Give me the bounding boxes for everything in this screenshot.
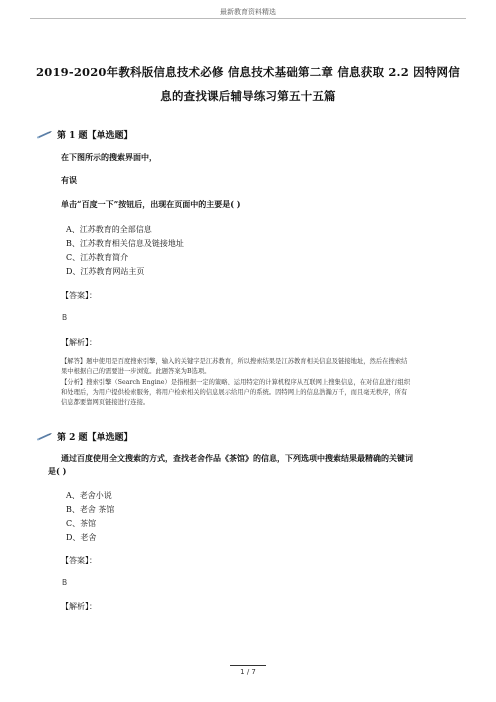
analysis-line: 【解答】题中使用是百度搜索引擎，输入的关键字是江苏教育，所以搜索结果是江苏教育相关信息及链接地址，然后在搜索结 bbox=[61, 358, 408, 365]
question-2-answer-value: B bbox=[62, 578, 68, 587]
question-1-answer-label: 【答案】： bbox=[61, 291, 97, 300]
question-1-answer-value: B bbox=[62, 313, 68, 322]
question-2-option-c: C、茶馆 bbox=[66, 519, 97, 528]
header-divider bbox=[30, 18, 466, 19]
question-1-option-a: A、江苏教育的全部信息 bbox=[66, 225, 152, 234]
question-2-heading bbox=[36, 430, 133, 443]
analysis-line: 【分析】搜索引擎（Search Engine）是指根据一定的策略、运用特定的计算机程序从互联网上搜集信息，在对信息进行组织 bbox=[61, 378, 411, 386]
page-number: 1 / 7 bbox=[240, 668, 256, 676]
analysis-line: 果中根据自己的需要进一步浏览。此题答案为B选项。 bbox=[61, 368, 211, 376]
question-1-analysis-label: 【解析】： bbox=[61, 338, 97, 347]
question-2-stem-line-1: 通过百度使用全文搜索的方式，查找老舍作品《茶馆》的信息，下列选项中搜索结果最精确的关键词 bbox=[61, 453, 413, 463]
question-1-stem-line-1: 在下图所示的搜索界面中， bbox=[61, 152, 157, 162]
question-2-stem-line-2: 是( ) bbox=[48, 466, 67, 476]
page-header: 最新教育资料精选 bbox=[220, 8, 276, 16]
question-2-option-b: B、老舍 茶馆 bbox=[66, 505, 115, 514]
document-title-line-1: 2019-2020年教科版信息技术必修 信息技术基础第二章 信息获取 2.2 因特网信 bbox=[36, 65, 460, 79]
analysis-line: 和处理后，为用户提供检索服务，将用户检索相关的信息展示给用户的系统。因特网上的信息浩瀚万千，而且毫无秩序，所有 bbox=[61, 388, 408, 396]
question-1-option-d: D、江苏教育网站主页 bbox=[66, 267, 145, 276]
question-1-option-c: C、江苏教育简介 bbox=[66, 253, 129, 262]
question-1-stem-line-3: 单击“百度一下”按钮后，出现在页面中的主要是( ) bbox=[61, 199, 241, 209]
question-1-heading bbox=[36, 128, 133, 141]
pen-icon bbox=[36, 432, 53, 441]
question-2-option-a: A、老舍小说 bbox=[66, 491, 112, 500]
pen-icon bbox=[36, 130, 53, 139]
question-1-analysis bbox=[61, 357, 476, 408]
question-2-heading-text: 第 2 题【单选题】 bbox=[57, 433, 133, 443]
question-2-analysis-label: 【解析】： bbox=[61, 602, 97, 611]
footer-divider bbox=[230, 665, 266, 666]
document-title-line-2: 息的查找课后辅导练习第五十五篇 bbox=[160, 89, 336, 103]
question-1-option-b: B、江苏教育相关信息及链接地址 bbox=[66, 239, 184, 248]
question-2-option-d: D、老舍 bbox=[66, 533, 97, 542]
question-1-heading-text: 第 1 题【单选题】 bbox=[57, 131, 133, 141]
question-2-answer-label: 【答案】： bbox=[61, 556, 97, 565]
question-1-stem-line-2: 有误 bbox=[61, 175, 77, 185]
analysis-line: 信息都要靠网页链接进行连接。 bbox=[61, 399, 150, 407]
